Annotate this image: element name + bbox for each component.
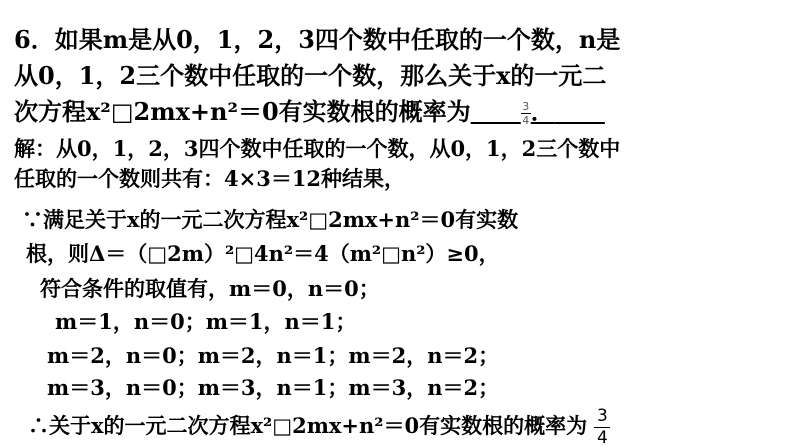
answer-blank [471,92,605,127]
solution-line-6: m＝1，n＝0；m＝1，n＝1； [55,309,357,334]
solution-line-2: 任取的一个数则共有：4×3＝12种结果， [14,166,406,191]
answer-fraction [521,101,531,126]
solution-line-8: m＝3，n＝0；m＝3，n＝1；m＝3，n＝2； [47,375,500,400]
answer-numerator: 3 [522,100,530,113]
question-line-3 [14,92,605,127]
answer-denominator: 4 [522,114,530,127]
solution-line-5: 符合条件的取值有，m＝0，n＝0； [40,276,380,301]
result-denominator: 4 [597,428,608,448]
solution-line-9 [28,408,610,447]
question-line-1: 6．如果m是从0，1，2，3四个数中任取的一个数，n是 [14,25,621,54]
answer-period: ． [530,97,555,126]
result-numerator: 3 [597,406,608,426]
solution-line-9-text: ∴关于x的一元二次方程x²□2mx+n²＝0有实数根的概率为 [28,413,588,438]
solution-line-7: m＝2，n＝0；m＝2，n＝1；m＝2，n＝2； [47,343,500,368]
solution-line-3: ∵满足关于x的一元二次方程x²□2mx+n²＝0有实数 [22,207,519,232]
result-fraction [594,408,610,447]
question-line-2: 从0，1，2三个数中任取的一个数，那么关于x的一元二 [14,61,607,90]
question-line-3-text: 次方程x²□2mx+n²＝0有实数根的概率为 [14,97,471,126]
solution-line-4: 根，则Δ＝（□2m）²□4n²＝4（m²□n²）≥0， [26,241,500,266]
solution-line-1: 解：从0，1，2，3四个数中任取的一个数，从0，1，2三个数中 [14,136,621,161]
